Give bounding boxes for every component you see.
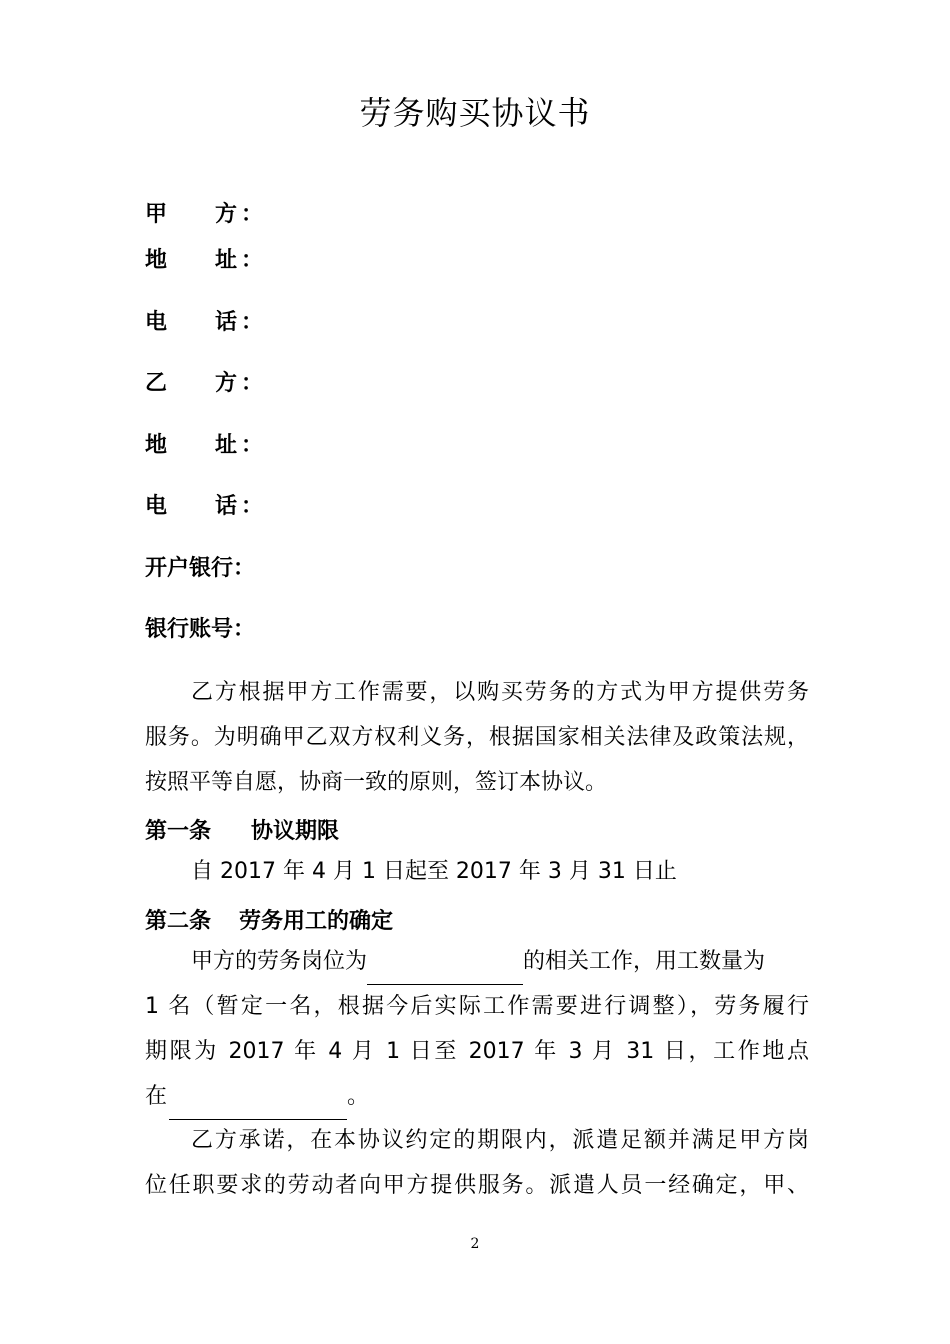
article-title: 协议期限	[251, 819, 340, 844]
field-label-char: 乙	[145, 371, 168, 396]
field-label-char: 话	[215, 310, 238, 335]
field-label-char: 电	[145, 494, 168, 519]
field-label-char: 地	[145, 433, 168, 458]
field-label-char: 话	[215, 494, 238, 519]
text-segment: 的相关工作，用工数量为	[523, 949, 766, 974]
article-2-paragraph-1	[145, 939, 809, 1119]
paragraph-line: 服务。为明确甲乙双方权利义务，根据国家相关法律及政策法规，	[145, 725, 809, 750]
party-b-name-field	[145, 366, 263, 397]
text-segment: 在	[145, 1084, 168, 1109]
field-colon: ：	[241, 248, 264, 273]
paragraph-line: 自 2017 年 4 月 1 日起至 2017 年 3 月 31 日止	[191, 859, 677, 884]
text-segment: 。	[347, 1084, 370, 1109]
article-2-paragraph-2	[145, 1118, 809, 1208]
article-2-heading	[145, 904, 393, 935]
field-colon: ：	[241, 310, 264, 335]
field-label-char: 方	[215, 202, 238, 227]
page-number: 2	[470, 1236, 480, 1252]
bank-account-field: 银行账号：	[145, 617, 256, 642]
field-colon: ：	[241, 433, 264, 458]
article-number: 第二条	[145, 909, 212, 934]
paragraph-line: 位任职要求的劳动者向甲方提供服务。派遣人员一经确定，甲、	[145, 1173, 809, 1198]
article-1-heading	[145, 814, 339, 845]
field-label-char: 电	[145, 310, 168, 335]
field-label-char: 址	[215, 248, 238, 273]
article-number: 第一条	[145, 819, 212, 844]
party-a-name-field	[145, 197, 263, 228]
paragraph-line: 乙方承诺，在本协议约定的期限内，派遣足额并满足甲方岗	[191, 1128, 809, 1153]
bank-name-field: 开户银行：	[145, 556, 256, 581]
article-1-body	[145, 849, 809, 894]
paragraph-line	[145, 1074, 809, 1119]
field-colon: ：	[241, 494, 264, 519]
field-label-char: 甲	[145, 202, 168, 227]
paragraph-line: 按照平等自愿，协商一致的原则，签订本协议。	[145, 770, 608, 795]
intro-paragraph	[145, 670, 809, 805]
field-label-char: 址	[215, 433, 238, 458]
paragraph-line: 1 名（暂定一名，根据今后实际工作需要进行调整），劳务履行	[145, 994, 809, 1019]
article-title: 劳务用工的确定	[239, 909, 394, 934]
position-blank-underline	[367, 939, 523, 985]
field-label-char: 地	[145, 248, 168, 273]
field-label-char: 方	[215, 371, 238, 396]
location-blank-underline	[169, 1074, 347, 1120]
party-a-phone-field	[145, 305, 263, 336]
party-a-address-field	[145, 243, 263, 274]
party-b-address-field	[145, 428, 263, 459]
text-segment: 甲方的劳务岗位为	[191, 949, 368, 974]
document-title: 劳务购买协议书	[359, 94, 591, 132]
field-colon: ：	[241, 371, 264, 396]
party-b-phone-field	[145, 489, 263, 520]
paragraph-line: 乙方根据甲方工作需要，以购买劳务的方式为甲方提供劳务	[191, 680, 809, 705]
paragraph-line	[145, 939, 809, 984]
field-colon: ：	[241, 202, 264, 227]
paragraph-line: 期限为 2017 年 4 月 1 日至 2017 年 3 月 31 日，工作地点	[145, 1039, 809, 1064]
